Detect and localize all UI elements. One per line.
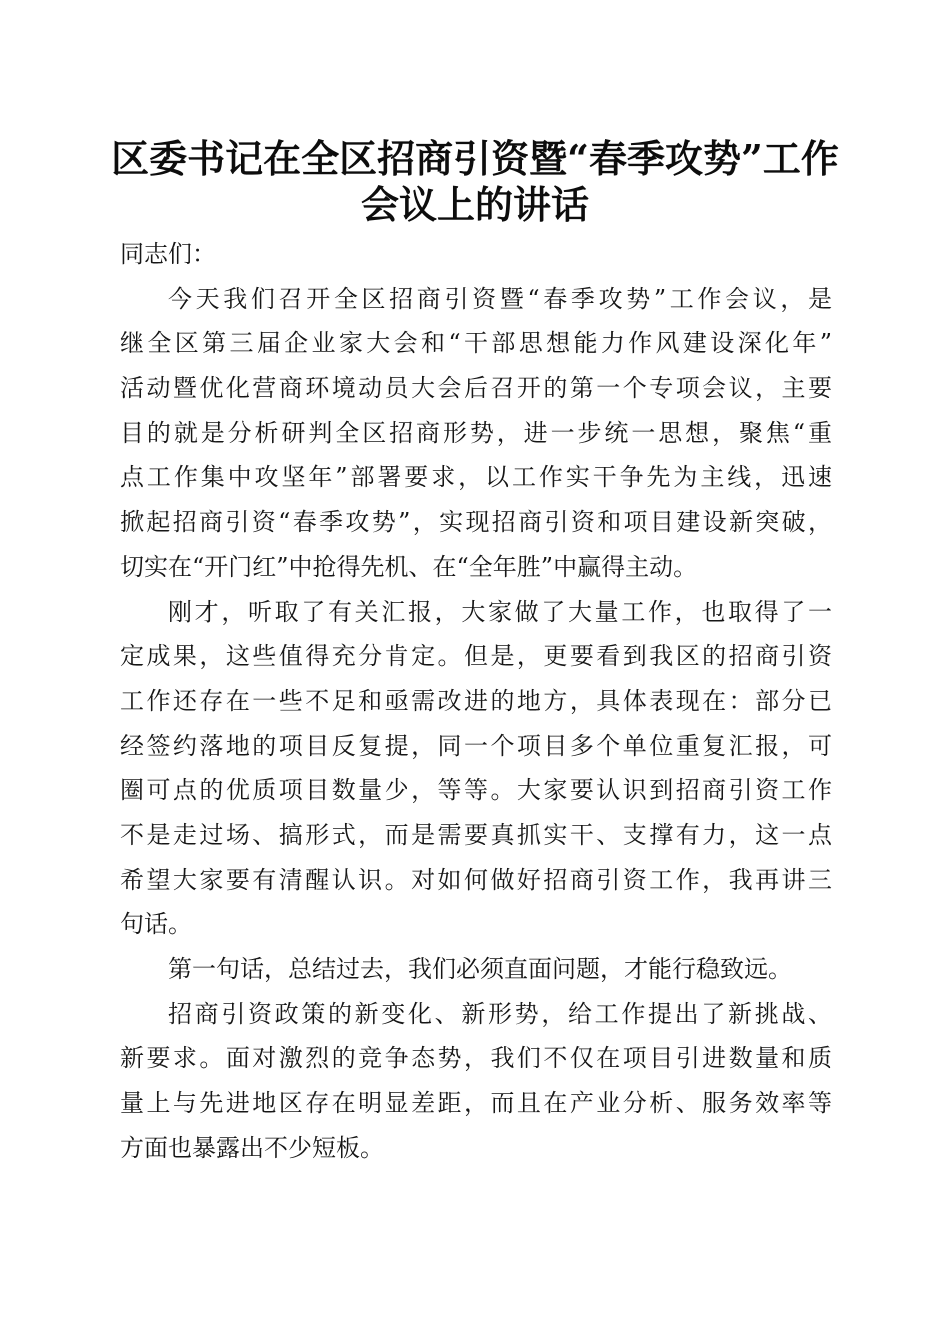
paragraph-line: 新要求。面对激烈的竞争态势，我们不仅在项目引进数量和质 <box>120 1044 832 1073</box>
paragraph-line: 招商引资政策的新变化、新形势，给工作提出了新挑战、 <box>168 999 832 1028</box>
speech-body <box>120 232 832 1170</box>
paragraph-line: 量上与先进地区存在明显差距，而且在产业分析、服务效率等 <box>120 1089 832 1118</box>
paragraph-line: 句话。 <box>120 910 192 939</box>
title-line-1: 区委书记在全区招商引资暨“春季攻势”工作 <box>111 136 839 181</box>
salutation: 同志们： <box>120 240 216 268</box>
paragraph-line: 经签约落地的项目反复提，同一个项目多个单位重复汇报，可 <box>120 731 832 760</box>
paragraph-line: 圈可点的优质项目数量少，等等。大家要认识到招商引资工作 <box>120 776 832 805</box>
paragraph-3 <box>120 947 832 992</box>
paragraph-line: 方面也暴露出不少短板。 <box>120 1133 384 1162</box>
paragraph-line: 继全区第三届企业家大会和“干部思想能力作风建设深化年” <box>120 329 832 358</box>
paragraph-line: 不是走过场、搞形式，而是需要真抓实干、支撑有力，这一点 <box>120 820 832 849</box>
title-line-2: 会议上的讲话 <box>360 182 589 227</box>
paragraph-line: 刚才，听取了有关汇报，大家做了大量工作，也取得了一 <box>168 597 832 626</box>
paragraph-line: 定成果，这些值得充分肯定。但是，更要看到我区的招商引资 <box>120 642 832 671</box>
paragraph-line: 切实在“开门红”中抢得先机、在“全年胜”中赢得主动。 <box>120 552 698 581</box>
document-title <box>110 136 840 228</box>
paragraph-line: 点工作集中攻坚年”部署要求，以工作实干争先为主线，迅速 <box>120 463 832 492</box>
paragraph-4 <box>120 992 832 1171</box>
paragraph-line: 第一句话，总结过去，我们必须直面问题，才能行稳致远。 <box>168 955 792 983</box>
paragraph-line: 今天我们召开全区招商引资暨“春季攻势”工作会议，是 <box>168 284 832 313</box>
paragraph-line: 活动暨优化营商环境动员大会后召开的第一个专项会议，主要 <box>120 374 832 403</box>
paragraph-line: 掀起招商引资“春季攻势”，实现招商引资和项目建设新突破， <box>120 508 832 537</box>
paragraph-2 <box>120 590 832 948</box>
paragraph-line: 目的就是分析研判全区招商形势，进一步统一思想，聚焦“重 <box>120 418 832 447</box>
paragraph-1 <box>120 277 832 590</box>
paragraph-line: 希望大家要有清醒认识。对如何做好招商引资工作，我再讲三 <box>120 865 832 894</box>
paragraph-line: 工作还存在一些不足和亟需改进的地方，具体表现在：部分已 <box>120 686 832 715</box>
